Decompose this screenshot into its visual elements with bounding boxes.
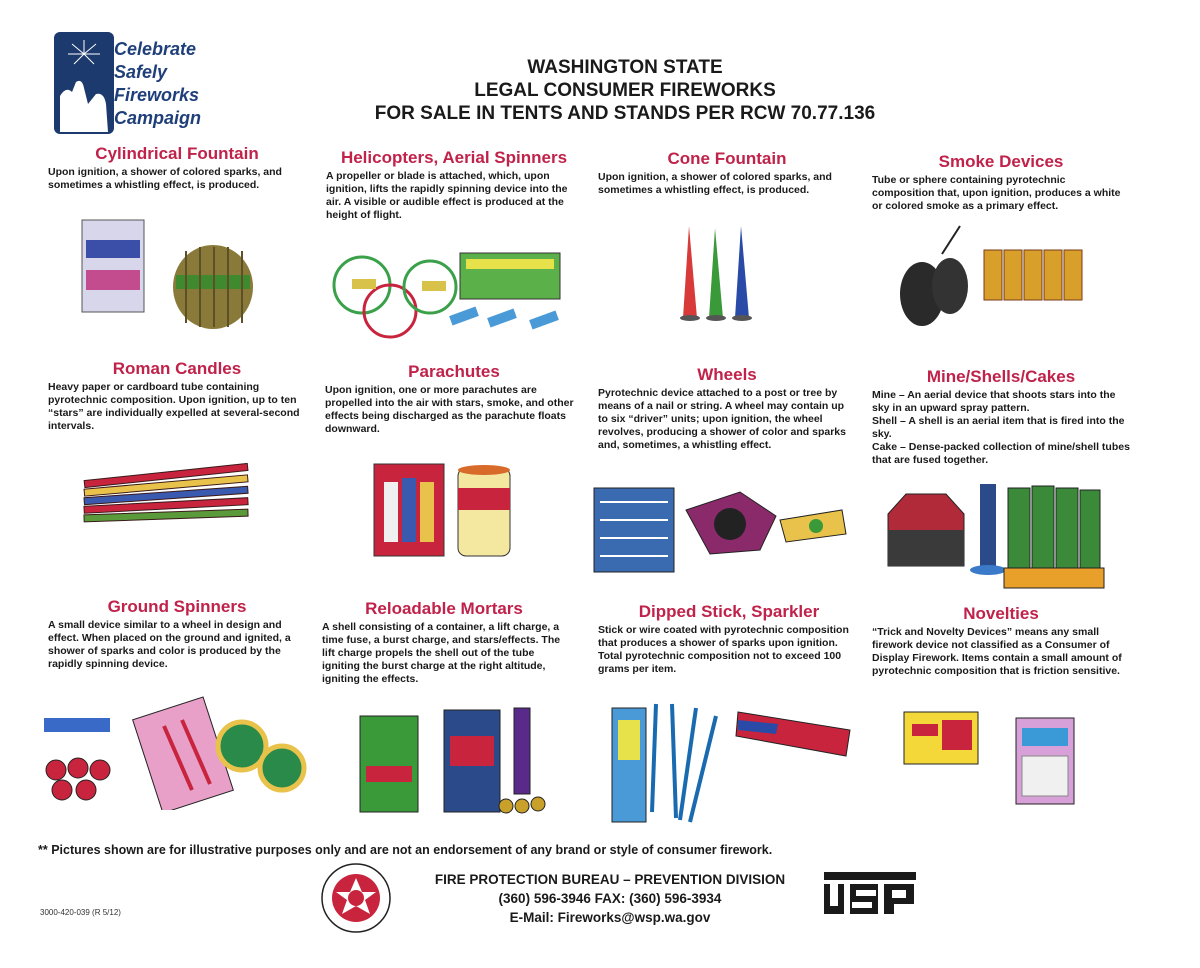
fire-marshal-seal xyxy=(320,862,392,934)
category-description: Upon ignition, a shower of colored sparks, and sometimes a whistling effect, is produced. xyxy=(598,171,832,196)
page-title xyxy=(300,56,950,125)
category-description: Stick or wire coated with pyrotechnic composition that produces a shower of sparks upon ignition. Total pyrotechnic composition not to exceed 100 grams per item. xyxy=(598,624,849,675)
category-description: “Trick and Novelty Devices” means any small firework device not classified as a Consumer of Display Firework. Items contain a small amount of pyrotechnic composition that is friction sensitive. xyxy=(872,626,1122,677)
logo-line-2: Safely xyxy=(114,62,168,82)
category-description: Pyrotechnic device attached to a post or tree by means of a nail or string. A wheel may contain up to six “driver” units; upon ignition, the wheel revolves, producing a shower of color and sparks and, sometimes, a whistling effect. xyxy=(598,387,846,451)
helicopters-image xyxy=(330,245,585,345)
contact-phone: (360) 596-3946 FAX: (360) 596-3934 xyxy=(498,891,722,906)
category-wheels xyxy=(598,365,856,452)
category-description: A shell consisting of a container, a lift charge, a time fuse, a burst charge, and stars/effects. The lift charge propels the shell out of the tube igniting the burst charge at the right altitude, igniting the effects. xyxy=(322,621,561,685)
contact-email: E-Mail: Fireworks@wsp.wa.gov xyxy=(509,910,711,925)
category-parachutes xyxy=(325,362,583,436)
category-helicopters xyxy=(326,148,582,222)
logo-line-4: Campaign xyxy=(114,108,202,128)
wsp-logo xyxy=(822,870,922,920)
category-title: Cylindrical Fountain xyxy=(95,144,259,163)
novelties-image xyxy=(900,706,1082,808)
disclaimer-footnote: ** Pictures shown are for illustrative purposes only and are not an endorsement of any brand or style of consumer firework. xyxy=(38,843,773,857)
parachutes-image xyxy=(370,460,515,560)
logo-line-1: Celebrate xyxy=(114,39,197,59)
category-title: Ground Spinners xyxy=(107,597,247,616)
category-smoke-devices xyxy=(872,152,1130,213)
mine-shells-cakes-image xyxy=(884,480,1106,592)
category-description: Heavy paper or cardboard tube containing pyrotechnic composition. Upon ignition, up to ten “stars” are individually expelled at several-second intervals. xyxy=(48,381,300,432)
category-description: A small device similar to a wheel in design and effect. When placed on the ground and ignited, a shower of sparks and color is produced by the rapidly spinning device. xyxy=(48,619,291,670)
category-title: Smoke Devices xyxy=(938,152,1064,171)
smoke-devices-image xyxy=(892,224,1102,336)
title-line-1: WASHINGTON STATE xyxy=(527,57,723,78)
campaign-logo-image xyxy=(54,32,114,134)
category-title: Dipped Stick, Sparkler xyxy=(638,602,820,621)
category-mine-shells-cakes xyxy=(872,367,1130,467)
sparkler-image xyxy=(610,700,855,828)
logo-line-3: Fireworks xyxy=(114,85,200,105)
roman-candles-image xyxy=(82,462,252,528)
form-number: 3000-420-039 (R 5/12) xyxy=(40,908,121,917)
category-title: Novelties xyxy=(963,604,1039,623)
category-cone-fountain xyxy=(598,149,856,197)
category-description: Mine – An aerial device that shoots stars into the sky in an upward spray pattern. Shell – A shell is an aerial item that is fired into the sky. Cake – Dense-packed collection of mine/shell tubes that are fused together. xyxy=(872,389,1130,466)
category-title: Roman Candles xyxy=(112,359,242,378)
category-title: Cone Fountain xyxy=(667,149,787,168)
reloadable-mortars-image xyxy=(356,706,546,818)
category-cylindrical-fountain xyxy=(48,144,306,192)
category-title: Wheels xyxy=(697,365,757,384)
ground-spinners-image xyxy=(42,690,312,810)
campaign-logo-text xyxy=(114,38,244,130)
category-title: Reloadable Mortars xyxy=(365,599,523,618)
category-title: Parachutes xyxy=(408,362,500,381)
category-description: A propeller or blade is attached, which, upon ignition, lifts the rapidly spinning device into the air. A visible or audible effect is produced at the height of flight. xyxy=(326,170,568,221)
category-dipped-stick-sparkler xyxy=(598,602,860,676)
title-line-2: LEGAL CONSUMER FIREWORKS xyxy=(474,80,776,101)
category-novelties xyxy=(872,604,1130,678)
category-description: Upon ignition, one or more parachutes are propelled into the air with stars, smoke, and other effects being discharged as the parachute floats downward. xyxy=(325,384,574,435)
category-roman-candles xyxy=(48,359,306,433)
category-title: Mine/Shells/Cakes xyxy=(926,367,1076,386)
category-reloadable-mortars xyxy=(322,599,566,686)
category-description: Upon ignition, a shower of colored sparks, and sometimes a whistling effect, is produced. xyxy=(48,166,282,191)
contact-info xyxy=(400,870,820,927)
cone-fountain-image xyxy=(675,222,765,324)
category-ground-spinners xyxy=(48,597,306,671)
wheels-image xyxy=(590,480,852,578)
title-line-3: FOR SALE IN TENTS AND STANDS PER RCW 70.77.136 xyxy=(374,103,876,124)
category-description: Tube or sphere containing pyrotechnic composition that, upon ignition, produces a white or colored smoke as a primary effect. xyxy=(872,174,1121,212)
category-title: Helicopters, Aerial Spinners xyxy=(340,148,568,167)
contact-division: FIRE PROTECTION BUREAU – PREVENTION DIVISION xyxy=(434,872,786,887)
cylindrical-fountain-image xyxy=(78,215,268,340)
